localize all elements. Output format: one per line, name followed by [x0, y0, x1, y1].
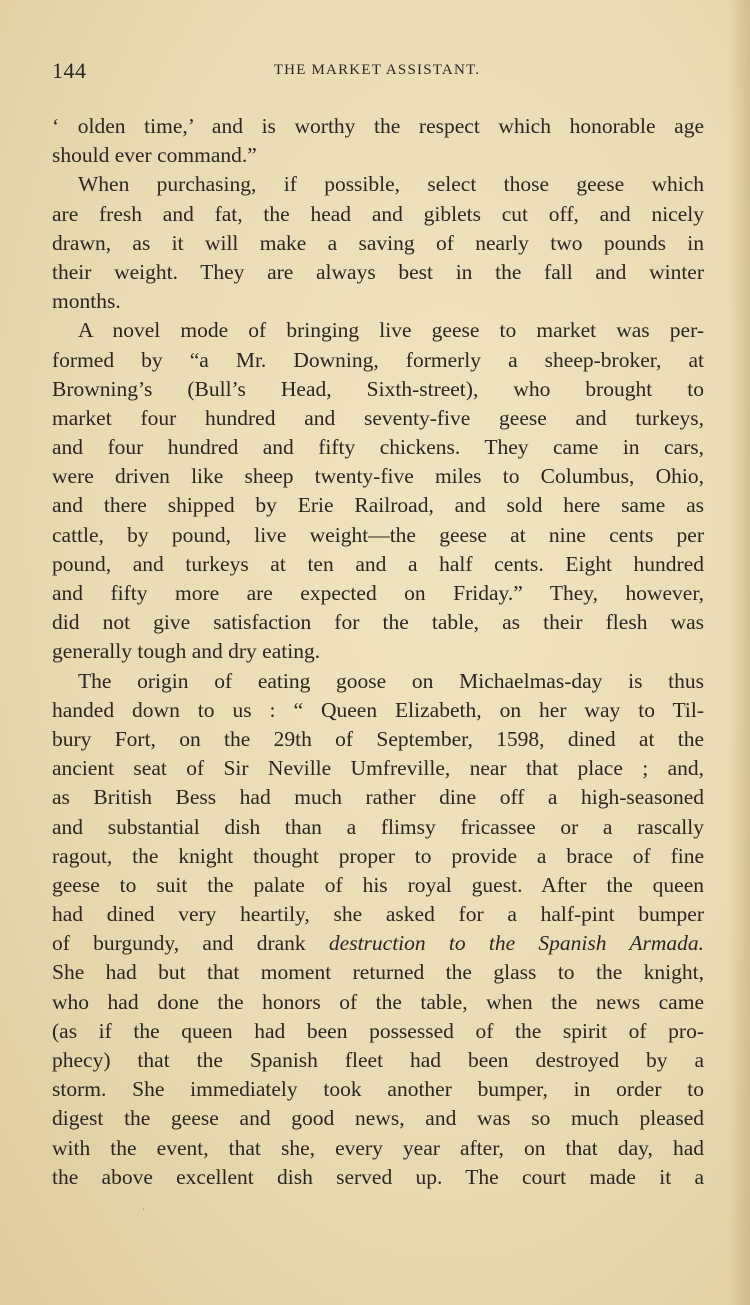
text-line: (as if the queen had been possessed of the spirit of pro- — [52, 1018, 704, 1043]
text-line: storm. She immediately took another bumper, in order to — [52, 1077, 704, 1102]
text-line: geese to suit the palate of his royal guest. After the queen — [52, 872, 704, 897]
italic-phrase: destruction to the Spanish Armada. — [328, 931, 704, 956]
text-line: cattle, by pound, live weight—the geese at nine cents per — [52, 522, 704, 547]
text-line: their weight. They are always best in the fall and winter — [52, 259, 704, 284]
text-span: of burgundy, and drank — [52, 931, 306, 956]
text-line: ancient seat of Sir Neville Umfreville, near that place ; and, — [52, 756, 704, 781]
page-edge-shadow — [728, 0, 750, 1305]
page-number: 144 — [52, 58, 87, 83]
text-line: ‘ olden time,’ and is worthy the respect which honorable age — [52, 114, 704, 138]
text-line: She had but that moment returned the glass to the knight, — [52, 960, 704, 985]
text-line: with the event, that she, every year after, on that day, had — [52, 1135, 704, 1160]
text-line: market four hundred and seventy-five geese and turkeys, — [52, 405, 704, 430]
text-line: who had done the honors of the table, when the news came — [52, 989, 704, 1014]
text-line: and substantial dish than a flimsy fricassee or a rascally — [52, 814, 704, 839]
paragraph-first-line: A novel mode of bringing live geese to market was per- — [78, 318, 704, 343]
text-line: generally tough and dry eating. — [52, 639, 321, 664]
body-text — [52, 112, 704, 1192]
text-line: and four hundred and fifty chickens. They came in cars, — [52, 435, 704, 460]
text-line: bury Fort, on the 29th of September, 1598, dined at the — [52, 726, 704, 751]
text-line: drawn, as it will make a saving of nearly two pounds in — [52, 230, 704, 255]
text-line-with-italic — [52, 929, 704, 958]
text-line: pound, and turkeys at ten and a half cents. Eight hundred — [52, 551, 704, 576]
text-line: had dined very heartily, she asked for a half-pint bumper — [52, 902, 704, 927]
text-line: formed by “a Mr. Downing, formerly a sheep-broker, at — [52, 347, 704, 372]
text-line: should ever command.” — [52, 143, 257, 168]
paper-speck: · — [142, 1205, 146, 1216]
text-line: Browning’s (Bull’s Head, Sixth-street), who brought to — [52, 376, 704, 401]
text-line: handed down to us : “ Queen Elizabeth, on her way to Til- — [52, 697, 704, 722]
paragraph-first-line: The origin of eating goose on Michaelmas-day is thus — [78, 668, 704, 693]
text-line: phecy) that the Spanish fleet had been destroyed by a — [52, 1048, 704, 1072]
text-line: as British Bess had much rather dine off a high-seasoned — [52, 785, 704, 810]
text-line: did not give satisfaction for the table, as their flesh was — [52, 610, 704, 635]
text-line: the above excellent dish served up. The court made it a — [52, 1164, 704, 1189]
text-line: ragout, the knight thought proper to provide a brace of fine — [52, 843, 704, 868]
text-line: months. — [52, 289, 121, 314]
text-line: are fresh and fat, the head and giblets cut off, and nicely — [52, 201, 704, 226]
text-line: and there shipped by Erie Railroad, and sold here same as — [52, 493, 704, 518]
text-line: digest the geese and good news, and was so much pleased — [52, 1106, 704, 1131]
page-header — [52, 58, 702, 88]
running-title: THE MARKET ASSISTANT. — [273, 62, 481, 78]
paragraph-first-line: When purchasing, if possible, select those geese which — [78, 172, 704, 197]
text-line: were driven like sheep twenty-five miles to Columbus, Ohio, — [52, 464, 704, 489]
text-line: and fifty more are expected on Friday.” They, however, — [52, 581, 704, 605]
